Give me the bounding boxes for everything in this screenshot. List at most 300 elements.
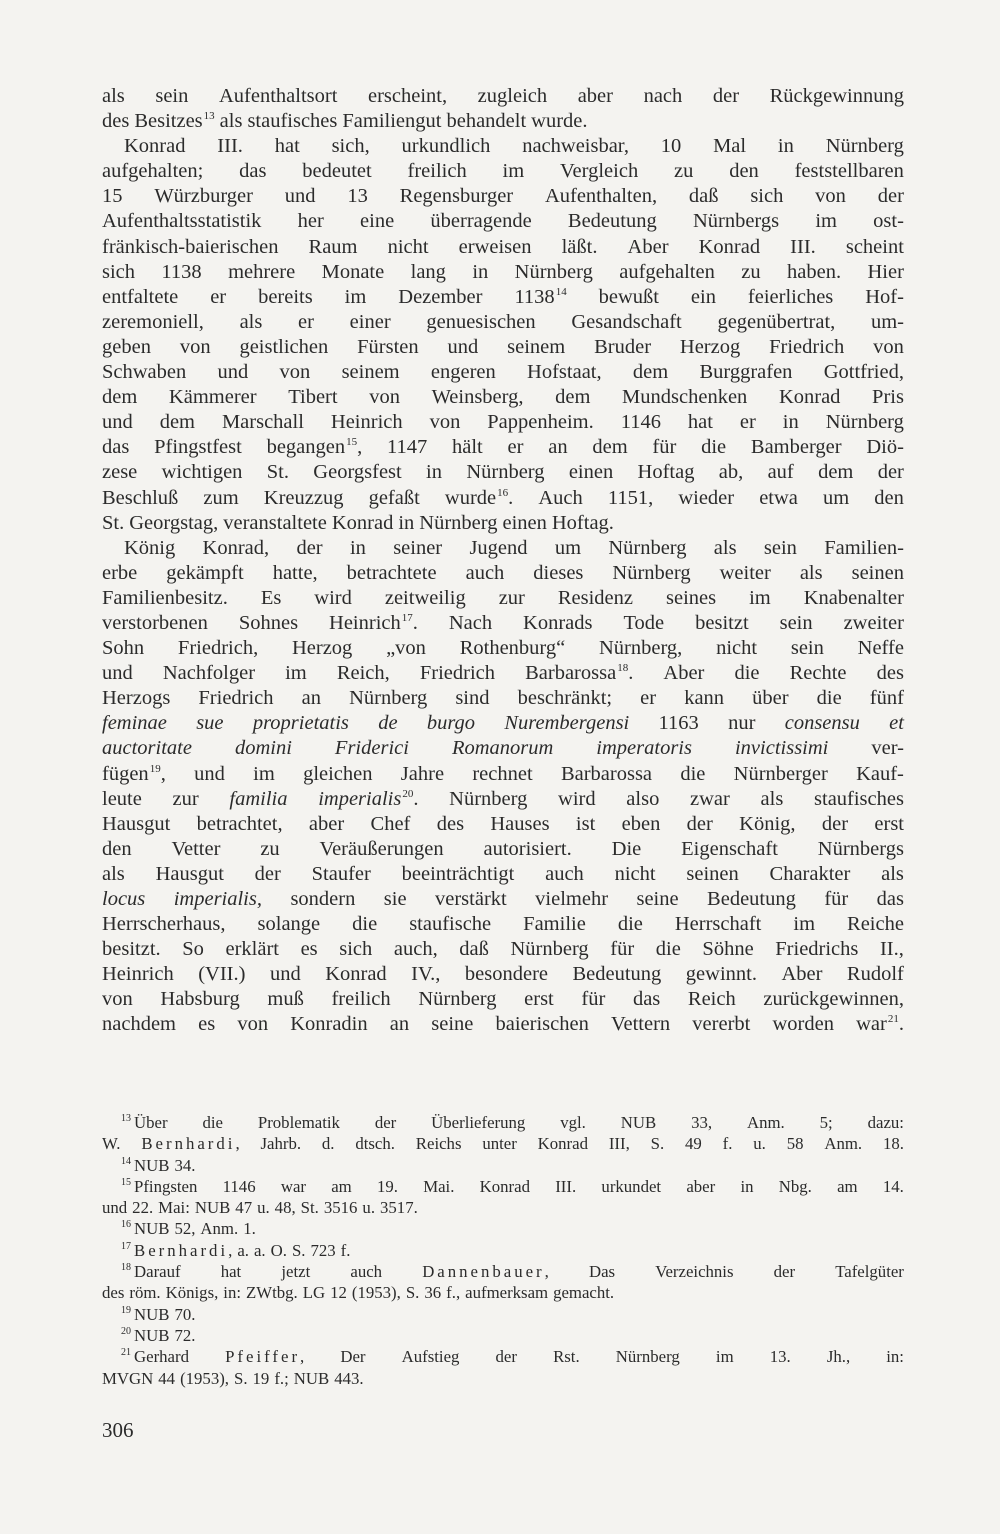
text-run: Rst. <box>553 1347 580 1367</box>
text-line <box>102 84 904 109</box>
text-run: 1146 <box>222 1176 256 1196</box>
word <box>739 812 795 837</box>
text-run: zweiter <box>843 611 904 634</box>
footnote-line <box>102 1346 904 1367</box>
text-run: III. <box>555 1176 577 1196</box>
word <box>258 1112 340 1133</box>
text-run: ist <box>575 812 596 835</box>
text-run: Bernhardi <box>141 1134 236 1154</box>
text-run: die <box>655 938 681 961</box>
word <box>538 486 582 511</box>
text-run: seinen <box>686 862 739 885</box>
word <box>402 862 515 887</box>
text-run: im <box>793 913 816 936</box>
text-run: zugleich <box>477 85 548 107</box>
word <box>699 360 792 385</box>
text-run: NUB <box>134 1304 170 1324</box>
text-run: behandelt <box>446 110 527 133</box>
word <box>608 486 653 511</box>
word <box>873 209 904 234</box>
text-run: worden <box>772 1013 834 1036</box>
text-run: St. <box>300 1198 319 1218</box>
text-run: Familienbesitz. <box>102 586 228 609</box>
word <box>377 1176 398 1197</box>
text-run: die <box>680 762 706 785</box>
text-run: gemacht. <box>553 1283 615 1303</box>
word <box>751 435 842 460</box>
text-run: als <box>760 787 784 810</box>
word <box>452 736 553 761</box>
text-run: betrachtete <box>346 561 437 584</box>
word <box>618 912 643 937</box>
text-run: u. <box>753 1134 766 1154</box>
word <box>487 410 593 435</box>
text-run: genuesischen <box>426 310 536 333</box>
text-run: und <box>447 335 479 358</box>
word <box>814 787 904 812</box>
word <box>239 335 328 360</box>
word <box>571 310 681 335</box>
text-run: auch <box>350 1262 383 1282</box>
text-run: 13 <box>347 185 368 208</box>
word <box>301 1197 319 1218</box>
text-run: Aufenthaltsstatistik <box>102 210 262 233</box>
text-run: 1151, <box>607 486 654 509</box>
word <box>818 837 904 862</box>
text-line <box>102 235 904 260</box>
text-run: ost- <box>873 210 904 233</box>
word <box>255 862 281 887</box>
word <box>824 1133 862 1154</box>
text-run: Reichs <box>415 1134 462 1154</box>
text-run: O. <box>270 1240 287 1260</box>
word <box>684 686 724 711</box>
text-run: Friedrich <box>419 662 496 685</box>
word <box>386 636 426 661</box>
text-run: verstärkt <box>435 888 507 910</box>
text-run: Problematik <box>257 1113 340 1132</box>
text-run: Jahre <box>400 762 445 785</box>
text-run: auch, <box>393 938 438 961</box>
word <box>818 460 853 485</box>
word <box>883 1176 904 1197</box>
word <box>124 134 185 159</box>
text-run: als <box>219 110 243 133</box>
text-run: Beschluß <box>102 486 179 509</box>
word <box>837 1176 858 1197</box>
word <box>426 310 535 335</box>
text-run: für <box>652 436 677 459</box>
text-run: Bedeutung <box>707 888 796 910</box>
text-run: Gerhard <box>134 1347 189 1367</box>
word <box>524 987 554 1012</box>
text-run: 72. <box>174 1325 196 1345</box>
word <box>350 1261 382 1282</box>
word <box>787 260 841 285</box>
text-run: Bernhardi <box>134 1240 229 1260</box>
text-run: Hier <box>867 260 904 283</box>
text-run: III. <box>790 235 816 258</box>
text-run: sue <box>196 712 224 735</box>
text-run: II., <box>879 938 904 961</box>
text-run: 47 <box>235 1198 253 1218</box>
word <box>198 962 245 987</box>
word <box>621 1112 656 1133</box>
text-run: also <box>626 787 660 810</box>
text-run: 19 <box>252 1368 270 1388</box>
text-run: Habsburg <box>160 988 240 1011</box>
word <box>790 661 847 686</box>
word <box>357 335 419 360</box>
text-run: Veräußerungen <box>319 837 444 860</box>
text-run: feststellbaren <box>794 160 904 183</box>
word <box>102 285 178 310</box>
word <box>222 410 304 435</box>
word <box>644 84 683 109</box>
word <box>578 84 613 109</box>
text-run: St. <box>266 461 289 484</box>
text-run: verstorbenen <box>102 611 208 634</box>
word <box>303 762 372 787</box>
text-run: die <box>617 913 643 936</box>
text-run: Pfingsten <box>134 1176 198 1196</box>
text-run: staufisches <box>814 787 904 810</box>
word <box>312 862 371 887</box>
text-run: und <box>102 1198 128 1218</box>
word <box>102 1282 124 1303</box>
word <box>129 511 218 536</box>
word <box>178 636 258 661</box>
word <box>102 460 137 485</box>
text-run: Familie <box>523 913 586 936</box>
word <box>702 937 753 962</box>
text-run: einen <box>502 511 547 534</box>
text-run: der <box>773 1262 796 1282</box>
word <box>302 159 371 184</box>
word <box>599 636 682 661</box>
text-line <box>102 260 904 285</box>
text-run: Tafelgüter <box>835 1262 904 1282</box>
text-run: Rudolf <box>846 963 904 986</box>
text-run: der <box>686 812 713 835</box>
word <box>779 385 840 410</box>
footnote-ref: 16 <box>121 1219 131 1231</box>
text-run: Anm. <box>824 1134 863 1154</box>
word <box>102 1012 176 1037</box>
text-run: Heinrich <box>102 963 174 986</box>
text-run: hatte, <box>272 561 318 584</box>
text-line <box>102 385 904 410</box>
text-run: staufische <box>409 913 492 936</box>
text-run: etwa <box>759 486 798 509</box>
text-run: . <box>898 1013 904 1036</box>
word <box>872 385 904 410</box>
footnote-ref: 17 <box>401 611 413 624</box>
word <box>448 335 479 360</box>
text-run: Hausgut <box>155 862 224 885</box>
text-line <box>102 962 904 987</box>
word <box>355 1133 395 1154</box>
text-line <box>102 862 904 887</box>
word <box>555 536 581 561</box>
word <box>203 486 238 511</box>
word <box>394 937 438 962</box>
text-run: in <box>782 411 799 434</box>
text-run: aber <box>577 85 613 107</box>
word <box>761 787 784 812</box>
text-run: 58 <box>786 1134 804 1154</box>
text-run: dem <box>102 386 138 409</box>
word <box>275 1197 296 1218</box>
text-line <box>102 561 904 586</box>
text-run: f., <box>446 1283 461 1303</box>
text-run: zur <box>498 586 525 609</box>
text-run: Konrad <box>698 235 761 258</box>
text-line <box>102 887 904 912</box>
word <box>309 812 344 837</box>
text-run: Söhne <box>702 938 754 961</box>
word <box>257 1197 270 1218</box>
text-run: 3516 <box>323 1198 358 1218</box>
text-run: Konrad <box>537 1134 588 1154</box>
word <box>102 1197 127 1218</box>
text-run: Nürnberg <box>510 938 589 961</box>
word <box>695 611 749 636</box>
text-run: 14. <box>882 1176 904 1196</box>
text-run: , <box>357 436 363 459</box>
word <box>221 1261 242 1282</box>
text-run: zu <box>741 260 761 283</box>
text-run: die <box>734 662 760 685</box>
text-run: Hoftag <box>637 461 695 484</box>
text-run: den <box>874 486 904 509</box>
word <box>217 134 243 159</box>
text-run: Marschall <box>221 411 304 434</box>
word <box>342 109 441 134</box>
text-run: betrachtet, <box>196 812 283 835</box>
word <box>856 762 904 787</box>
text-run: Aufenthaltsort <box>218 85 338 107</box>
word <box>465 962 548 987</box>
text-run: an <box>389 1013 410 1036</box>
word <box>102 159 203 184</box>
text-run: röm. <box>129 1283 161 1303</box>
word <box>484 837 572 862</box>
word <box>874 812 904 837</box>
text-run: das <box>239 160 267 183</box>
word <box>380 1197 418 1218</box>
word <box>431 360 496 385</box>
word <box>881 862 904 887</box>
text-run: NUB <box>134 1219 170 1239</box>
word <box>666 586 716 611</box>
word <box>769 335 844 360</box>
text-run: Barbarossa <box>560 762 653 785</box>
word <box>330 1282 347 1303</box>
word <box>685 1133 702 1154</box>
text-run: Konrad, <box>202 536 270 559</box>
text-run: mehrere <box>228 260 296 283</box>
word <box>889 711 904 736</box>
text-line <box>102 912 904 937</box>
word <box>785 711 860 736</box>
word <box>398 511 414 536</box>
word <box>401 762 444 787</box>
text-run: hat <box>220 1262 242 1282</box>
text-run: Überlieferung <box>431 1113 526 1132</box>
word <box>322 1133 335 1154</box>
text-line <box>102 636 904 661</box>
text-run: . <box>628 662 634 685</box>
word <box>515 260 593 285</box>
word <box>609 1133 630 1154</box>
text-run: er <box>298 310 314 333</box>
text-run: Nürnbergs <box>692 210 780 233</box>
word <box>878 460 904 485</box>
text-run: u. <box>362 1198 376 1218</box>
text-run: Staufer <box>311 862 371 885</box>
word <box>313 460 401 485</box>
text-run: Jugend <box>469 536 528 559</box>
footnote-ref: 15 <box>121 1176 131 1188</box>
text-run: im <box>749 586 771 609</box>
text-run: geben <box>102 335 151 358</box>
word <box>120 1346 189 1367</box>
text-run: Konrad <box>124 135 186 158</box>
word <box>686 962 757 987</box>
text-run: St. <box>102 511 125 534</box>
text-run: Gesandschaft <box>571 310 682 333</box>
text-run: f.; <box>274 1368 289 1388</box>
footnote-ref: 14 <box>121 1155 131 1167</box>
word <box>296 536 322 561</box>
word <box>352 1282 401 1303</box>
word <box>503 159 525 184</box>
word <box>866 435 904 460</box>
text-run: Nürnberg <box>825 135 904 158</box>
word <box>560 1112 586 1133</box>
word <box>134 109 214 134</box>
word <box>194 762 225 787</box>
word <box>331 987 390 1012</box>
word <box>408 159 467 184</box>
text-run: um <box>554 536 582 559</box>
text-run: zum <box>203 486 239 509</box>
text-run: von <box>369 386 400 409</box>
text-run: Die <box>611 837 642 860</box>
text-run: ein <box>690 285 716 308</box>
word <box>616 1346 680 1367</box>
word <box>787 1133 804 1154</box>
word <box>360 209 394 234</box>
word <box>478 84 547 109</box>
text-run: leute <box>102 787 142 810</box>
word <box>431 1012 473 1037</box>
text-run: gewinnt. <box>685 963 757 986</box>
word <box>472 260 488 285</box>
text-run: zurückgewinnen, <box>763 988 904 1011</box>
text-run: nur <box>728 712 756 735</box>
word <box>180 335 211 360</box>
word <box>874 486 904 511</box>
word <box>699 235 760 260</box>
word <box>432 385 524 410</box>
word <box>223 1176 256 1197</box>
word <box>686 862 738 887</box>
word <box>449 611 492 636</box>
text-run: das <box>102 436 130 459</box>
footnote-ref: 13 <box>203 110 215 123</box>
word <box>511 937 589 962</box>
word <box>158 1197 190 1218</box>
text-run: Bamberger <box>750 436 842 459</box>
text-run: 70. <box>174 1304 196 1324</box>
word <box>156 862 224 887</box>
word <box>102 109 129 134</box>
word <box>883 1133 904 1154</box>
text-run: 12 <box>330 1283 347 1303</box>
word <box>237 1240 249 1261</box>
text-run: Friedrichs <box>775 938 859 961</box>
text-run: die <box>816 687 842 710</box>
word <box>608 536 686 561</box>
word <box>747 1112 785 1133</box>
text-run: Anm. <box>746 1113 785 1132</box>
word <box>124 536 175 561</box>
text-run: in <box>398 511 415 534</box>
word <box>169 385 257 410</box>
word <box>261 1133 302 1154</box>
word <box>847 962 904 987</box>
word <box>384 887 407 912</box>
word <box>692 1012 750 1037</box>
word <box>562 235 598 260</box>
text-run: Fürsten <box>357 335 419 358</box>
word <box>422 1261 549 1282</box>
text-run: im <box>285 662 307 685</box>
word <box>749 586 771 611</box>
word <box>880 937 904 962</box>
word <box>748 285 833 310</box>
word <box>817 686 842 711</box>
text-run: der <box>712 85 740 107</box>
word <box>371 812 411 837</box>
text-run: Romanorum <box>451 737 554 760</box>
text-run: eben <box>621 812 661 835</box>
text-run: . <box>413 787 419 810</box>
word <box>298 209 324 234</box>
word <box>271 1240 287 1261</box>
word <box>235 736 292 761</box>
text-run: Nurembergensi <box>504 712 630 735</box>
word <box>713 84 739 109</box>
text-run: Nürnberg <box>615 1347 680 1367</box>
word <box>865 285 904 310</box>
text-run: dem <box>818 461 854 484</box>
word <box>523 611 592 636</box>
word <box>480 1176 530 1197</box>
word <box>198 1012 215 1037</box>
word <box>285 661 307 686</box>
text-run: Tode <box>623 611 665 634</box>
text-run: 10 <box>660 135 682 158</box>
word <box>815 209 837 234</box>
word <box>314 586 352 611</box>
text-run: für <box>581 988 606 1011</box>
word <box>460 636 566 661</box>
text-run: an <box>548 436 568 459</box>
word <box>815 184 846 209</box>
